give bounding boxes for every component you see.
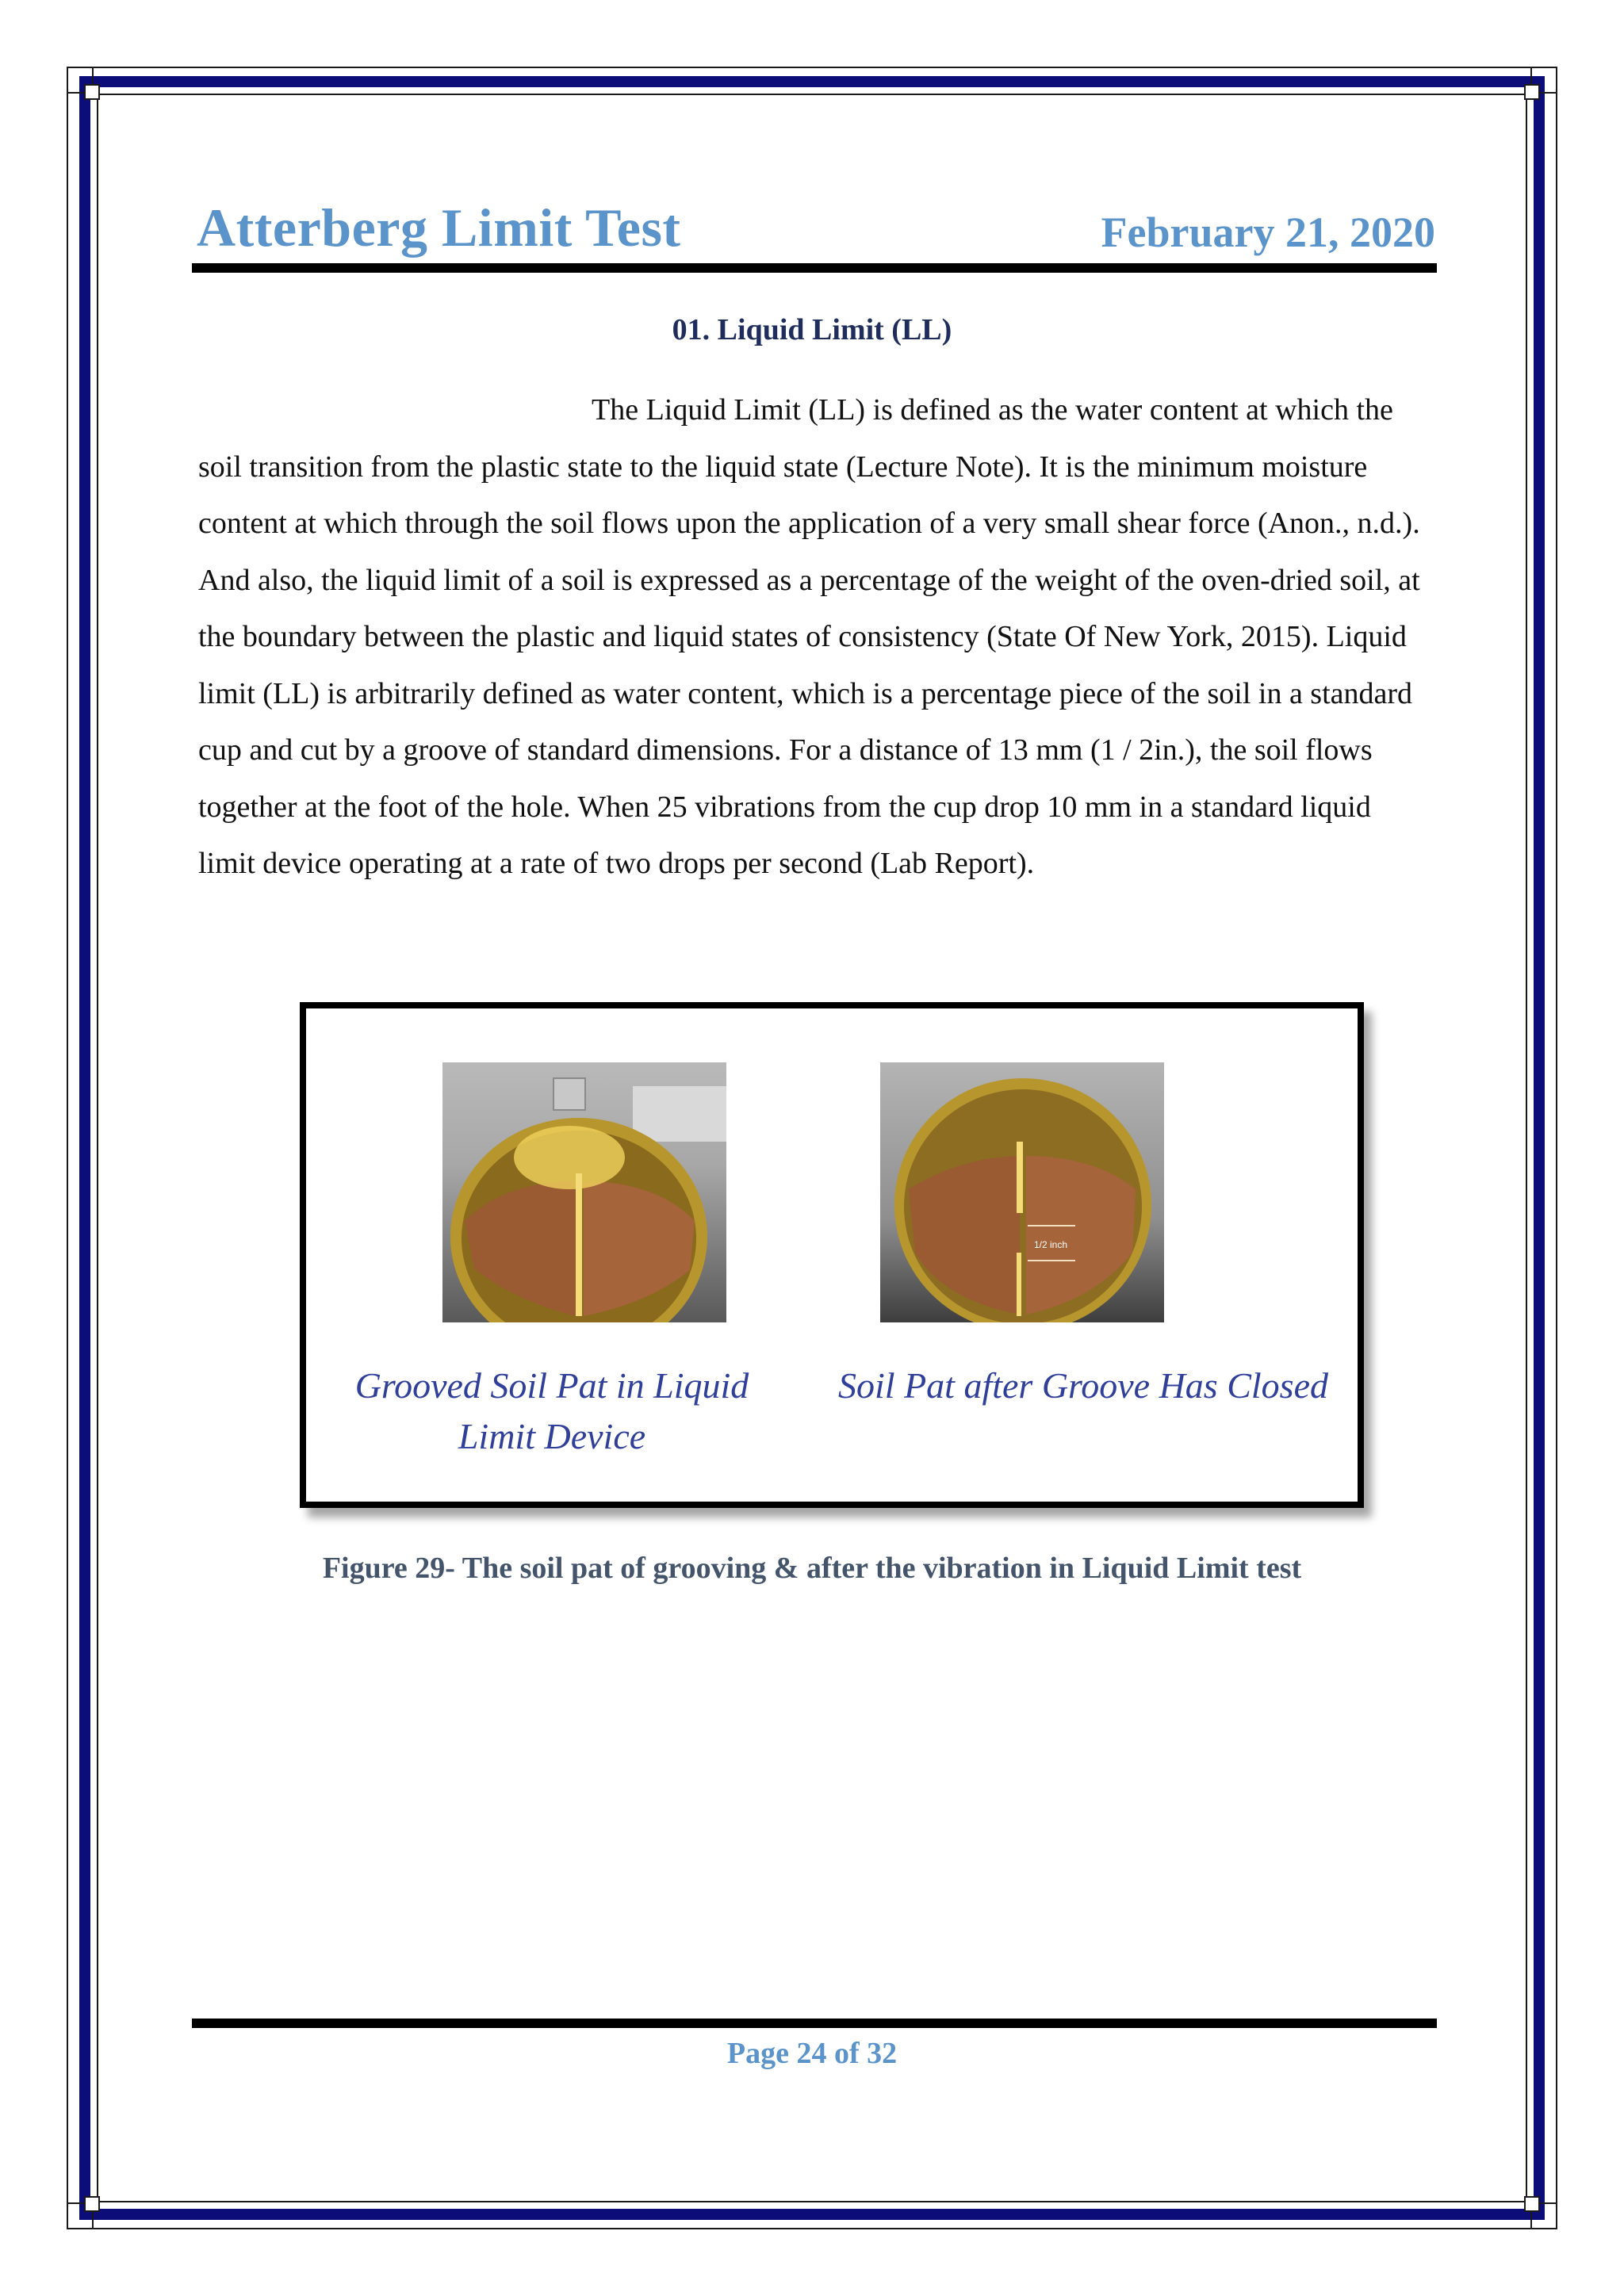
corner-ornament-bottom-right xyxy=(1516,2188,1557,2229)
closed-groove-cup-illustration xyxy=(880,1062,1164,1322)
half-inch-label: 1/2 inch xyxy=(1034,1239,1068,1250)
grooved-soil-cup-illustration xyxy=(442,1062,726,1322)
body-paragraph: The Liquid Limit (LL) is defined as the water content at which the soil transition from the plastic state to the liquid state (Lecture Note). It is the minimum moisture content at which through the soil flows upon the application of a very small shear force (Anon., n.d.). And also, the liquid limit of a soil is expressed as a percentage of the weight of the oven-dried soil, at the boundary between the plastic and liquid states of consistency (State Of New York, 2015). Liquid limit (LL) is arbitrarily defined as water content, which is a percentage piece of the soil in a standard cup and cut by a groove of standard dimensions. For a distance of 13 mm (1 / 2in.), the soil flows together at the foot of the hole. When 25 vibrations from the cup drop 10 mm in a standard liquid limit device operating at a rate of two drops per second (Lab Report). xyxy=(198,393,1420,880)
corner-ornament-top-right xyxy=(1516,67,1557,108)
grooved-soil-photo xyxy=(442,1062,726,1322)
figure-caption: Figure 29- The soil pat of grooving & after the vibration in Liquid Limit test xyxy=(322,1552,1302,1585)
footer-rule xyxy=(192,2019,1437,2028)
figure-frame xyxy=(300,1002,1364,1508)
document-date: February 21, 2020 xyxy=(1101,209,1435,256)
closed-groove-soil-photo xyxy=(880,1062,1164,1322)
right-photo-caption: Soil Pat after Groove Has Closed xyxy=(838,1365,1328,1406)
left-photo-caption: Grooved Soil Pat in Liquid Limit Device xyxy=(354,1365,749,1456)
section-heading: 01. Liquid Limit (LL) xyxy=(672,313,952,346)
document-title: Atterberg Limit Test xyxy=(197,197,681,258)
corner-ornament-top-left xyxy=(67,67,108,108)
page-number: Page 24 of 32 xyxy=(726,2037,898,2070)
header-rule xyxy=(192,263,1437,273)
corner-ornament-bottom-left xyxy=(67,2188,108,2229)
